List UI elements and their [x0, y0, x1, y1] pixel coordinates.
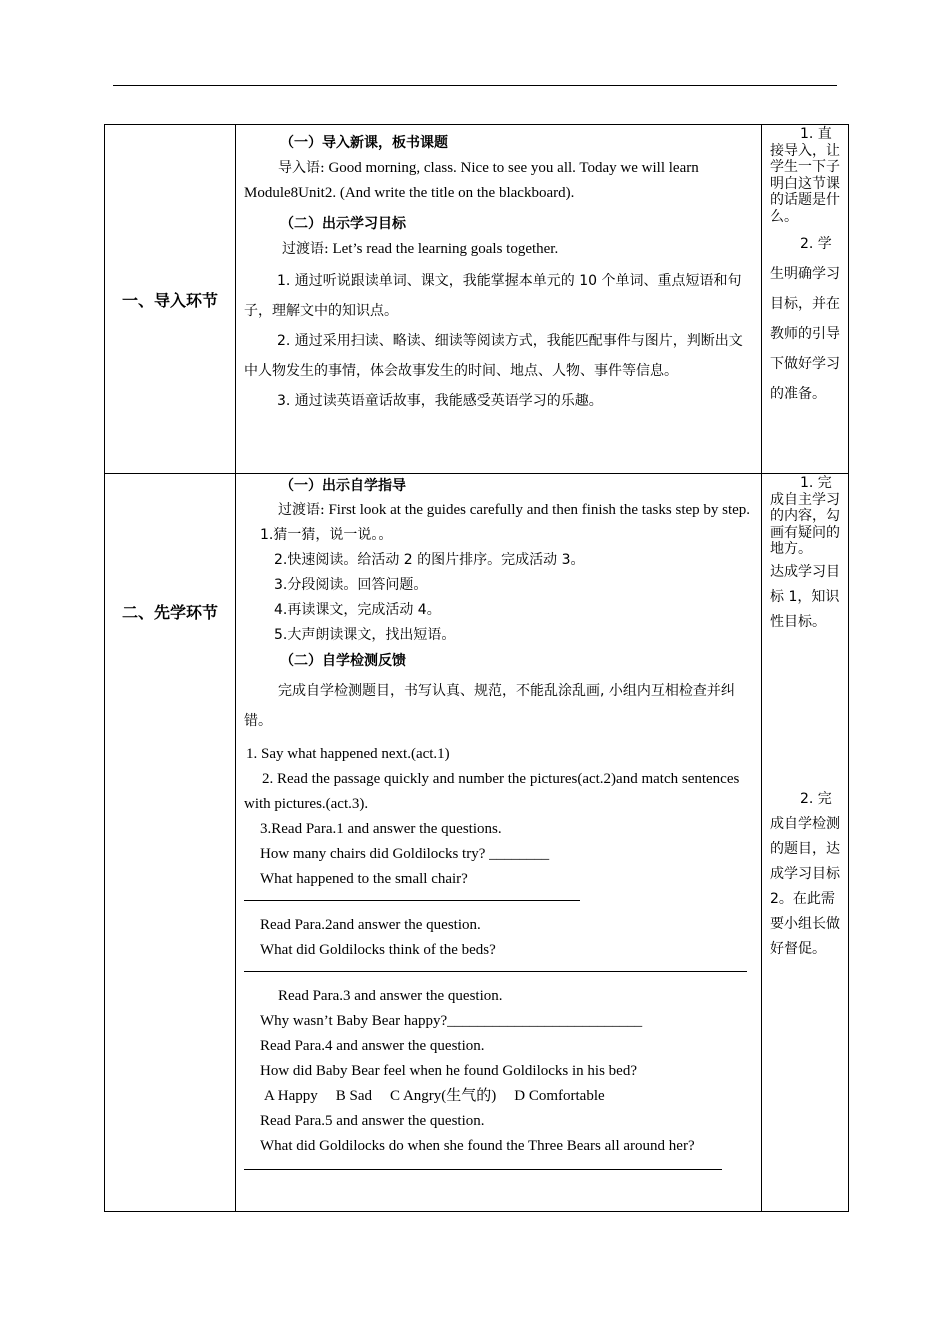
stage-title: 二、先学环节 — [121, 603, 218, 622]
stage-notes-cell — [762, 474, 849, 1212]
question-text: 2. Read the passage quickly and number the pictures(act.2)and match sentences with pictures.(act.3). — [244, 771, 740, 812]
note-text: 1. 直接导入，让学生一下子明白这节课的话题是什么。 — [770, 126, 840, 225]
stage-content-cell — [236, 125, 762, 474]
answer-line — [244, 900, 580, 901]
table-row — [105, 125, 849, 474]
stage-notes-cell — [762, 125, 849, 474]
question-text: How did Baby Bear feel when he found Goldilocks in his bed? — [260, 1063, 637, 1079]
goal-item: 1. 通过听说跟读单词、课文，我能掌握本单元的 10 个单词、重点短语和句子，理解文中的知识点。 — [244, 273, 742, 319]
option-a: A Happy — [264, 1088, 318, 1104]
intro-paragraph — [244, 156, 754, 206]
question-text: How many chairs did Goldilocks try? ________ — [260, 846, 550, 862]
intro-text: Good morning, class. Nice to see you all. Today we will learn Module8Unit2. (And write the title on the blackboard). — [244, 160, 699, 201]
question-text: What did Goldilocks think of the beds? — [260, 942, 496, 958]
answer-line — [244, 1169, 722, 1170]
transition-text: Let’s read the learning goals together. — [328, 241, 559, 257]
section-heading: （一）出示自学指导 — [280, 478, 406, 494]
table-row — [105, 474, 849, 1212]
guide-step: 5.大声朗读课文，找出短语。 — [274, 627, 456, 643]
option-d: D Comfortable — [514, 1088, 605, 1104]
note-text: 2. 完成自学检测的题目，达成学习目标 2。在此需要小组长做好督促。 — [770, 790, 840, 957]
section-heading: （二）出示学习目标 — [280, 216, 406, 232]
check-intro: 完成自学检测题目，书写认真、规范，不能乱涂乱画, 小组内互相检查并纠错。 — [244, 683, 735, 729]
question-text: 3.Read Para.1 and answer the questions. — [260, 821, 502, 837]
lesson-plan-table — [104, 124, 849, 1212]
stage-title: 一、导入环节 — [121, 290, 218, 310]
intro-label: 导入语: — [278, 160, 325, 176]
guide-step: 4.再读课文，完成活动 4。 — [274, 602, 441, 618]
guide-step: 1.猜一猜，说一说。。 — [260, 527, 393, 543]
option-b: B Sad — [335, 1088, 373, 1104]
guide-step: 2.快速阅读。给活动 2 的图片排序。完成活动 3。 — [274, 552, 585, 568]
note-text: 达成学习目标 1，知识性目标。 — [770, 563, 840, 630]
transition-text: First look at the guides carefully and then finish the tasks step by step. — [324, 502, 751, 518]
stage-title-cell — [105, 474, 236, 1212]
transition-label: 过渡语: — [282, 241, 329, 257]
answer-options — [244, 1084, 754, 1109]
stage-content-cell — [236, 474, 762, 1212]
question-text: What happened to the small chair? — [260, 871, 468, 887]
goal-item: 3. 通过读英语童话故事，我能感受英语学习的乐趣。 — [277, 393, 603, 409]
question-text: Read Para.3 and answer the question. — [278, 988, 503, 1004]
answer-line — [244, 971, 747, 972]
note-text: 1. 完成自主学习的内容，勾画有疑问的地方。 — [770, 475, 840, 557]
transition-paragraph — [244, 237, 754, 262]
guide-step: 3.分段阅读。回答问题。 — [274, 577, 428, 593]
question-text: Why wasn’t Baby Bear happy?__________________________ — [260, 1013, 643, 1029]
transition-paragraph — [244, 498, 754, 523]
question-text: 1. Say what happened next.(act.1) — [246, 746, 450, 762]
goal-item: 2. 通过采用扫读、略读、细读等阅读方式，我能匹配事件与图片，判断出文中人物发生的事情，体会故事发生的时间、地点、人物、事件等信息。 — [244, 333, 743, 379]
section-heading: （二）自学检测反馈 — [280, 653, 406, 669]
question-text: What did Goldilocks do when she found the Three Bears all around her? — [260, 1138, 695, 1154]
stage-title-cell — [105, 125, 236, 474]
question-text: Read Para.2and answer the question. — [260, 917, 481, 933]
option-c: C Angry(生气的) — [390, 1088, 497, 1104]
header-rule — [113, 85, 837, 86]
transition-label: 过渡语: — [278, 502, 325, 518]
section-heading: （一）导入新课，板书课题 — [280, 135, 448, 151]
question-text: Read Para.5 and answer the question. — [260, 1113, 485, 1129]
note-text: 2. 学生明确学习目标，并在教师的引导下做好学习的准备。 — [770, 236, 840, 402]
question-text: Read Para.4 and answer the question. — [260, 1038, 485, 1054]
